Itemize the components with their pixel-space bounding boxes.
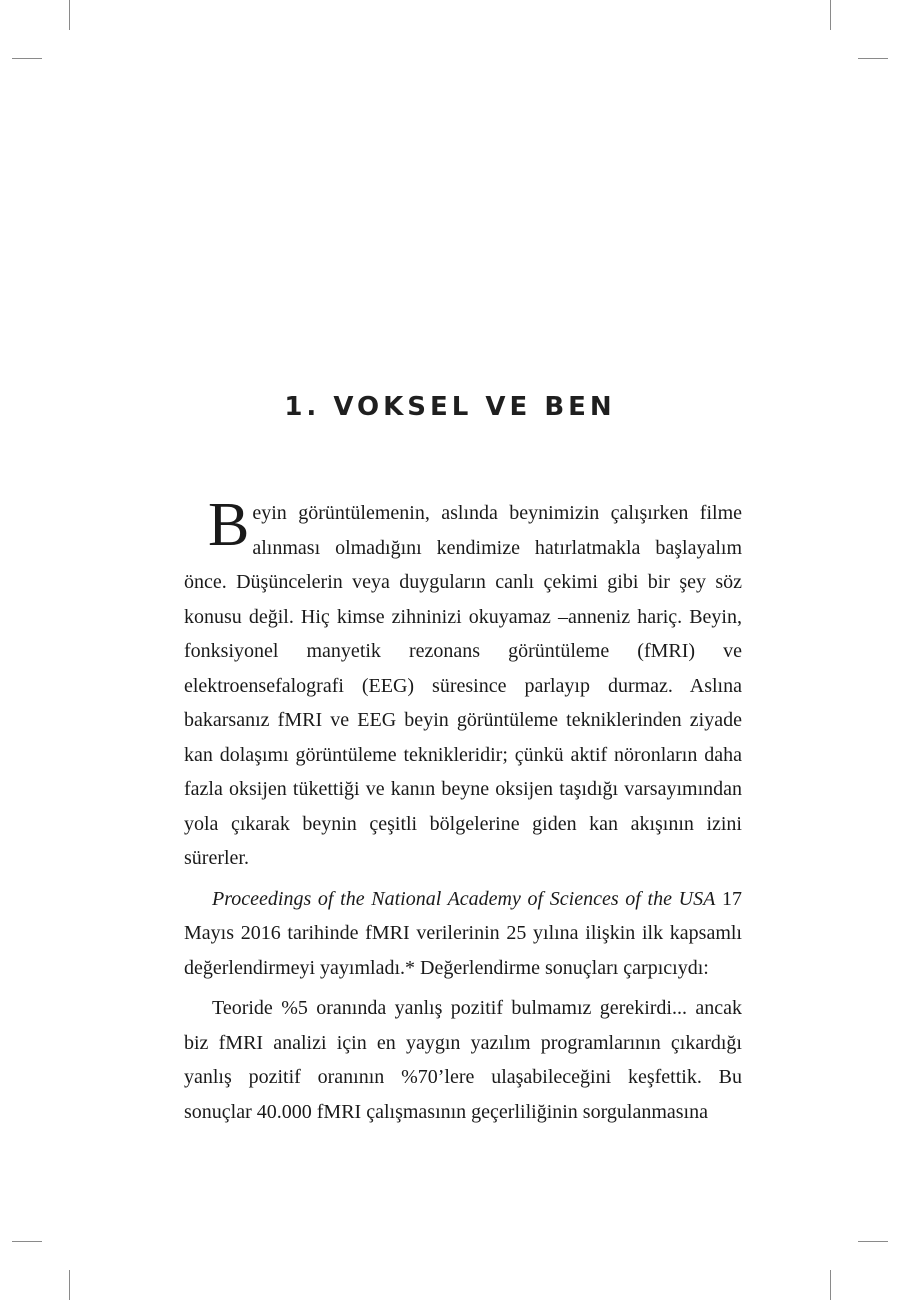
paragraph-1 xyxy=(184,491,742,876)
crop-mark-right-top xyxy=(858,58,888,59)
crop-mark-bottom-right xyxy=(830,1270,831,1300)
crop-mark-left-bottom xyxy=(12,1241,42,1242)
paragraph-2 xyxy=(184,882,742,986)
quote-paragraph: Teoride %5 oranında yanlış pozitif bulmamız gerekirdi... ancak biz fMRI analizi için en yaygın yazılım programlarının çıkardığı yanlış pozitif oranının %70’lere ulaşabileceğini keşfettik. Bu sonuçlar 40.000 fMRI çalışmasının geçerliliğinin sorgulanmasına xyxy=(184,997,742,1123)
journal-name: Proceedings of the National Academy of Sciences of the USA xyxy=(212,887,716,910)
drop-cap: B xyxy=(208,491,250,559)
chapter-title: 1. VOKSEL VE BEN xyxy=(284,392,616,422)
crop-mark-top-left xyxy=(69,0,70,30)
crop-mark-right-bottom xyxy=(858,1241,888,1242)
crop-mark-left-top xyxy=(12,58,42,59)
crop-mark-top-right xyxy=(830,0,831,30)
paragraph-1-text: eyin görüntülemenin, aslında beynimizin çalışırken filme alınması olmadığını kendimize hatırlatmakla başlayalım önce. Düşüncelerin veya duyguların canlı çekimi gibi bir şey söz konusu değil. Hiç kimse zihninizi okuyamaz –anneniz hariç. Beyin, fonksiyonel manyetik rezonans görüntüleme (fMRI) ve elektroensefalografi (EEG) süresince parlayıp durmaz. Aslına bakarsanız fMRI ve EEG beyin görüntüleme tekniklerinden ziyade kan dolaşımı görüntüleme teknikleridir; çünkü aktif nöronların daha fazla oksijen tükettiği ve kanın beyne oksijen taşıdığı varsayımından yola çıkarak beynin çeşitli bölgelerine giden kan akışının izini sürerler. xyxy=(184,502,742,869)
paragraph-2-text: 17 Mayıs 2016 tarihinde fMRI verilerinin 25 yılına ilişkin ilk kapsamlı değerlendirmeyi yayımladı.* Değerlendirme sonuçları çarpıcıydı: xyxy=(184,887,743,979)
crop-mark-bottom-left xyxy=(69,1270,70,1300)
body-text xyxy=(184,491,743,1135)
